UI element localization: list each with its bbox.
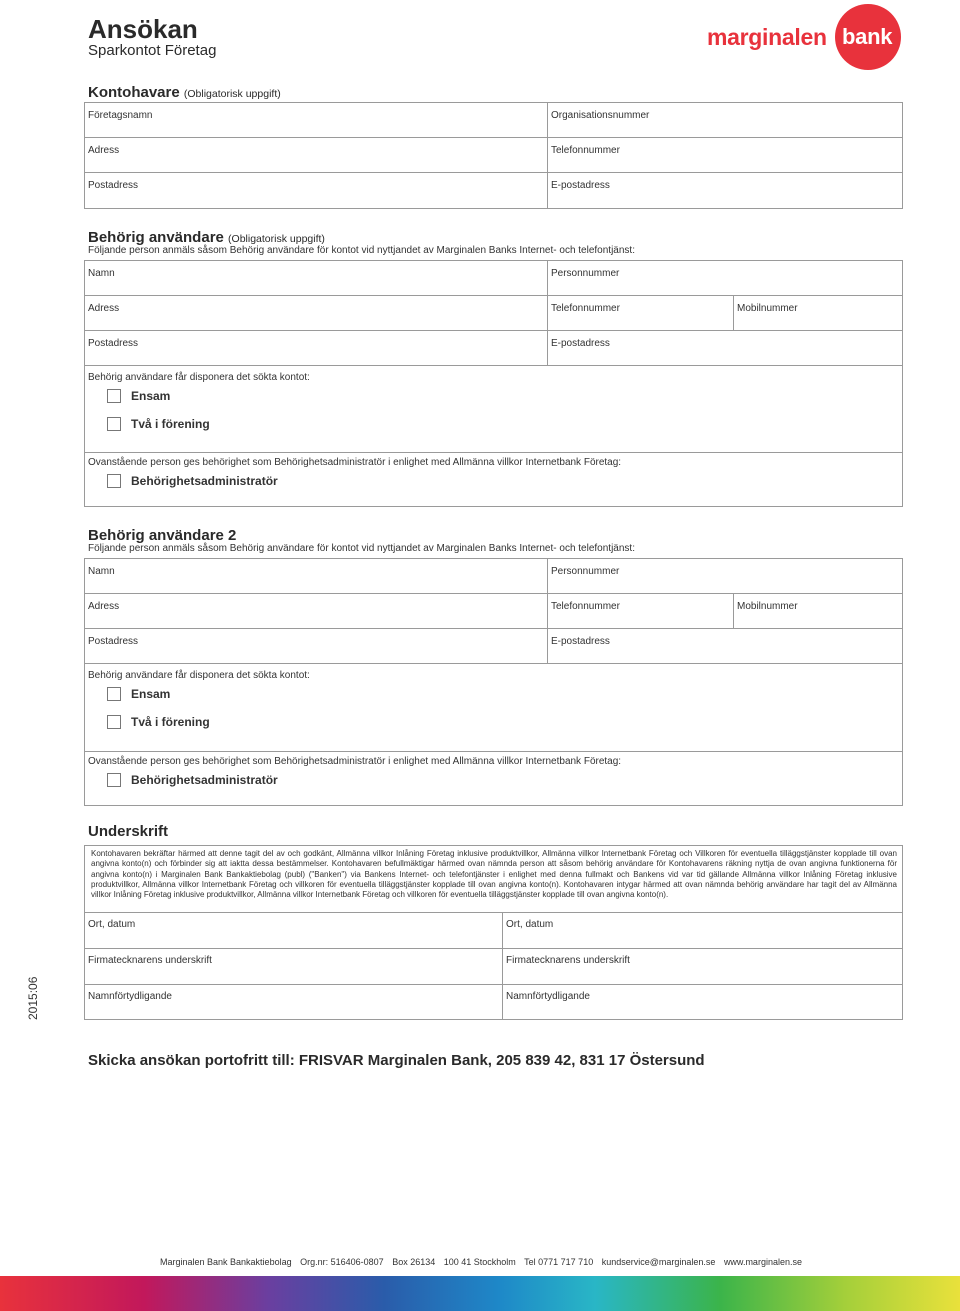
telefon-field[interactable] <box>548 296 733 330</box>
firma-2-field[interactable]: Firmatecknarens underskrift <box>506 955 630 966</box>
option-ensam[interactable] <box>85 681 902 709</box>
field-label: Företagsnamn <box>88 110 153 121</box>
footer-web[interactable]: www.marginalen.se <box>723 1257 802 1267</box>
footer <box>160 1257 808 1267</box>
adress-field[interactable] <box>85 594 547 628</box>
orgnr-field[interactable] <box>548 103 903 137</box>
ort-datum-1-field[interactable]: Ort, datum <box>88 919 136 930</box>
personnummer-field[interactable] <box>548 261 903 295</box>
rainbow-band <box>0 1276 960 1311</box>
field-label: Telefonnummer <box>551 145 620 156</box>
checkbox[interactable] <box>107 417 121 431</box>
namn-2-field[interactable]: Namnförtydligande <box>506 991 590 1002</box>
checkbox[interactable] <box>107 773 121 787</box>
field-label: Adress <box>88 303 120 314</box>
user2-form <box>84 558 903 806</box>
option-admin[interactable] <box>85 767 902 795</box>
field-label: Mobilnummer <box>737 303 798 314</box>
logo-word: marginalen <box>707 24 827 50</box>
field-label: Organisationsnummer <box>551 110 650 121</box>
signature-form <box>84 845 903 1020</box>
field-label: Postadress <box>88 636 139 647</box>
form-row <box>85 103 902 138</box>
form-row <box>85 296 902 331</box>
form-row <box>85 559 902 594</box>
telefon-field[interactable] <box>548 138 903 172</box>
dispose-label: Behörig användare får disponera det sökta kontot: <box>88 372 310 383</box>
version-label: 2015:06 <box>26 976 40 1020</box>
footer-city: 100 41 Stockholm <box>443 1257 516 1267</box>
dispose-row <box>85 366 902 453</box>
admin-text: Ovanstående person ges behörighet som Behörighetsadministratör i enlighet med Allmänna villkor Internetbank Företag: <box>88 457 622 468</box>
footer-company: Marginalen Bank Bankaktiebolag <box>160 1257 292 1267</box>
user2-intro: Följande person anmäls såsom Behörig användare för kontot vid nyttjandet av Marginalen Banks Internet- och telefontjänst: <box>88 543 635 554</box>
postadress-field[interactable] <box>85 173 547 208</box>
footer-orgnr: Org.nr: 516406-0807 <box>300 1257 384 1267</box>
option-admin[interactable] <box>85 468 902 496</box>
foretagsnamn-field[interactable] <box>85 103 547 137</box>
postadress-field[interactable] <box>85 629 547 663</box>
footer-email[interactable]: kundservice@marginalen.se <box>601 1257 716 1267</box>
divider <box>502 985 503 1019</box>
field-label: Personnummer <box>551 566 620 577</box>
option-label: Ensam <box>131 687 171 701</box>
option-ensam[interactable] <box>85 383 902 411</box>
epost-field[interactable] <box>548 173 903 208</box>
page-subtitle: Sparkontot Företag <box>88 42 217 59</box>
kontohavare-title-text: Kontohavare <box>88 84 180 101</box>
dispose-row <box>85 664 902 752</box>
adress-field[interactable] <box>85 138 547 172</box>
namn-field[interactable] <box>85 559 547 593</box>
dispose-label: Behörig användare får disponera det sökta kontot: <box>88 670 310 681</box>
kontohavare-title <box>88 84 281 101</box>
user1-form <box>84 260 903 507</box>
telefon-field[interactable] <box>548 594 733 628</box>
user1-note: (Obligatorisk uppgift) <box>228 233 325 245</box>
send-address: Skicka ansökan portofritt till: FRISVAR Marginalen Bank, 205 839 42, 831 17 Östersund <box>88 1052 705 1069</box>
field-label: E-postadress <box>551 338 610 349</box>
page-title: Ansökan <box>88 14 198 44</box>
kontohavare-note: (Obligatorisk uppgift) <box>183 88 281 100</box>
field-label: Mobilnummer <box>737 601 798 612</box>
field-label: Postadress <box>88 338 139 349</box>
form-row <box>85 912 902 948</box>
form-row <box>85 948 902 984</box>
form-row <box>85 173 902 208</box>
form-row <box>85 629 902 664</box>
form-row <box>85 138 902 173</box>
namn-1-field[interactable]: Namnförtydligande <box>88 991 172 1002</box>
option-tva-i-forening[interactable] <box>85 709 902 737</box>
footer-tel: Tel 0771 717 710 <box>524 1257 594 1267</box>
field-label: E-postadress <box>551 636 610 647</box>
field-label: Adress <box>88 601 120 612</box>
divider <box>502 913 503 948</box>
field-label: E-postadress <box>551 180 610 191</box>
option-label: Behörighetsadministratör <box>131 474 278 488</box>
epost-field[interactable] <box>548 629 903 663</box>
form-row <box>85 331 902 366</box>
postadress-field[interactable] <box>85 331 547 365</box>
form-row <box>85 594 902 629</box>
form-row <box>85 984 902 1019</box>
personnummer-field[interactable] <box>548 559 903 593</box>
mobil-field[interactable] <box>734 296 903 330</box>
admin-text: Ovanstående person ges behörighet som Behörighetsadministratör i enlighet med Allmänna villkor Internetbank Företag: <box>88 756 622 767</box>
user1-title <box>88 229 325 246</box>
form-row <box>85 261 902 296</box>
ort-datum-2-field[interactable]: Ort, datum <box>506 919 554 930</box>
option-tva-i-forening[interactable] <box>85 411 902 439</box>
namn-field[interactable] <box>85 261 547 295</box>
user2-title: Behörig användare 2 <box>88 527 237 544</box>
logo-circle-word: bank <box>842 24 893 49</box>
checkbox[interactable] <box>107 474 121 488</box>
option-label: Två i förening <box>131 715 210 729</box>
user1-title-text: Behörig användare <box>88 229 224 246</box>
logo-circle <box>835 4 901 70</box>
admin-row <box>85 752 902 805</box>
firma-1-field[interactable]: Firmatecknarens underskrift <box>88 955 212 966</box>
signature-title: Underskrift <box>88 823 169 840</box>
field-label: Namn <box>88 268 115 279</box>
checkbox[interactable] <box>107 687 121 701</box>
epost-field[interactable] <box>548 331 903 365</box>
marginalen-bank-logo <box>707 4 903 70</box>
option-label: Två i förening <box>131 417 210 431</box>
checkbox[interactable] <box>107 389 121 403</box>
field-label: Telefonnummer <box>551 601 620 612</box>
field-label: Namn <box>88 566 115 577</box>
option-label: Ensam <box>131 389 171 403</box>
checkbox[interactable] <box>107 715 121 729</box>
user1-intro: Följande person anmäls såsom Behörig användare för kontot vid nyttjandet av Marginalen Banks Internet- och telefontjänst: <box>88 245 635 256</box>
field-label: Postadress <box>88 180 139 191</box>
divider <box>502 949 503 984</box>
field-label: Telefonnummer <box>551 303 620 314</box>
field-label: Adress <box>88 145 120 156</box>
signature-terms: Kontohavaren bekräftar härmed att denne tagit del av och godkänt, Allmänna villkor Inlåning Företag inklusive produktvillkor, Allmänna villkor Internetbank Företag och Villkoren för eventuella tilläggstjänster kopplade till ovan angivna konto(n) och förbinder sig att iaktta dessa bestämmelser. Kontohavaren befullmäktigar härmed ovan nämnda person att såsom behörig användare för Kontohavarens räkning nyttja de ovan angivna funktionerna för angivna konto(n) i Marginalen Bank Bankaktiebolag (publ) ("Banken") via Bankens Internet- och telefontjänster i enlighet med denna fullmakt och Bankens vid var tid gällande Allmänna villkor Inlåning Företag inklusive produktvillkor, Allmänna villkor Internetbank Företag och villkoren för eventuella tilläggstjänster kopplade till ovan angivna konto(n). Kontohavaren intygar härmed att ovan nämnda behörig användare har tagit del av Allmänna villkor Inlåning Företag inklusive produktvillkor, Allmänna villkor Internetbank Företag och villkoren för eventuella tilläggstjänster kopplade till ovan angivna konto(n). <box>91 849 897 900</box>
footer-box: Box 26134 <box>392 1257 436 1267</box>
option-label: Behörighetsadministratör <box>131 773 278 787</box>
adress-field[interactable] <box>85 296 547 330</box>
kontohavare-form <box>84 102 903 209</box>
admin-row <box>85 453 902 506</box>
mobil-field[interactable] <box>734 594 903 628</box>
field-label: Personnummer <box>551 268 620 279</box>
